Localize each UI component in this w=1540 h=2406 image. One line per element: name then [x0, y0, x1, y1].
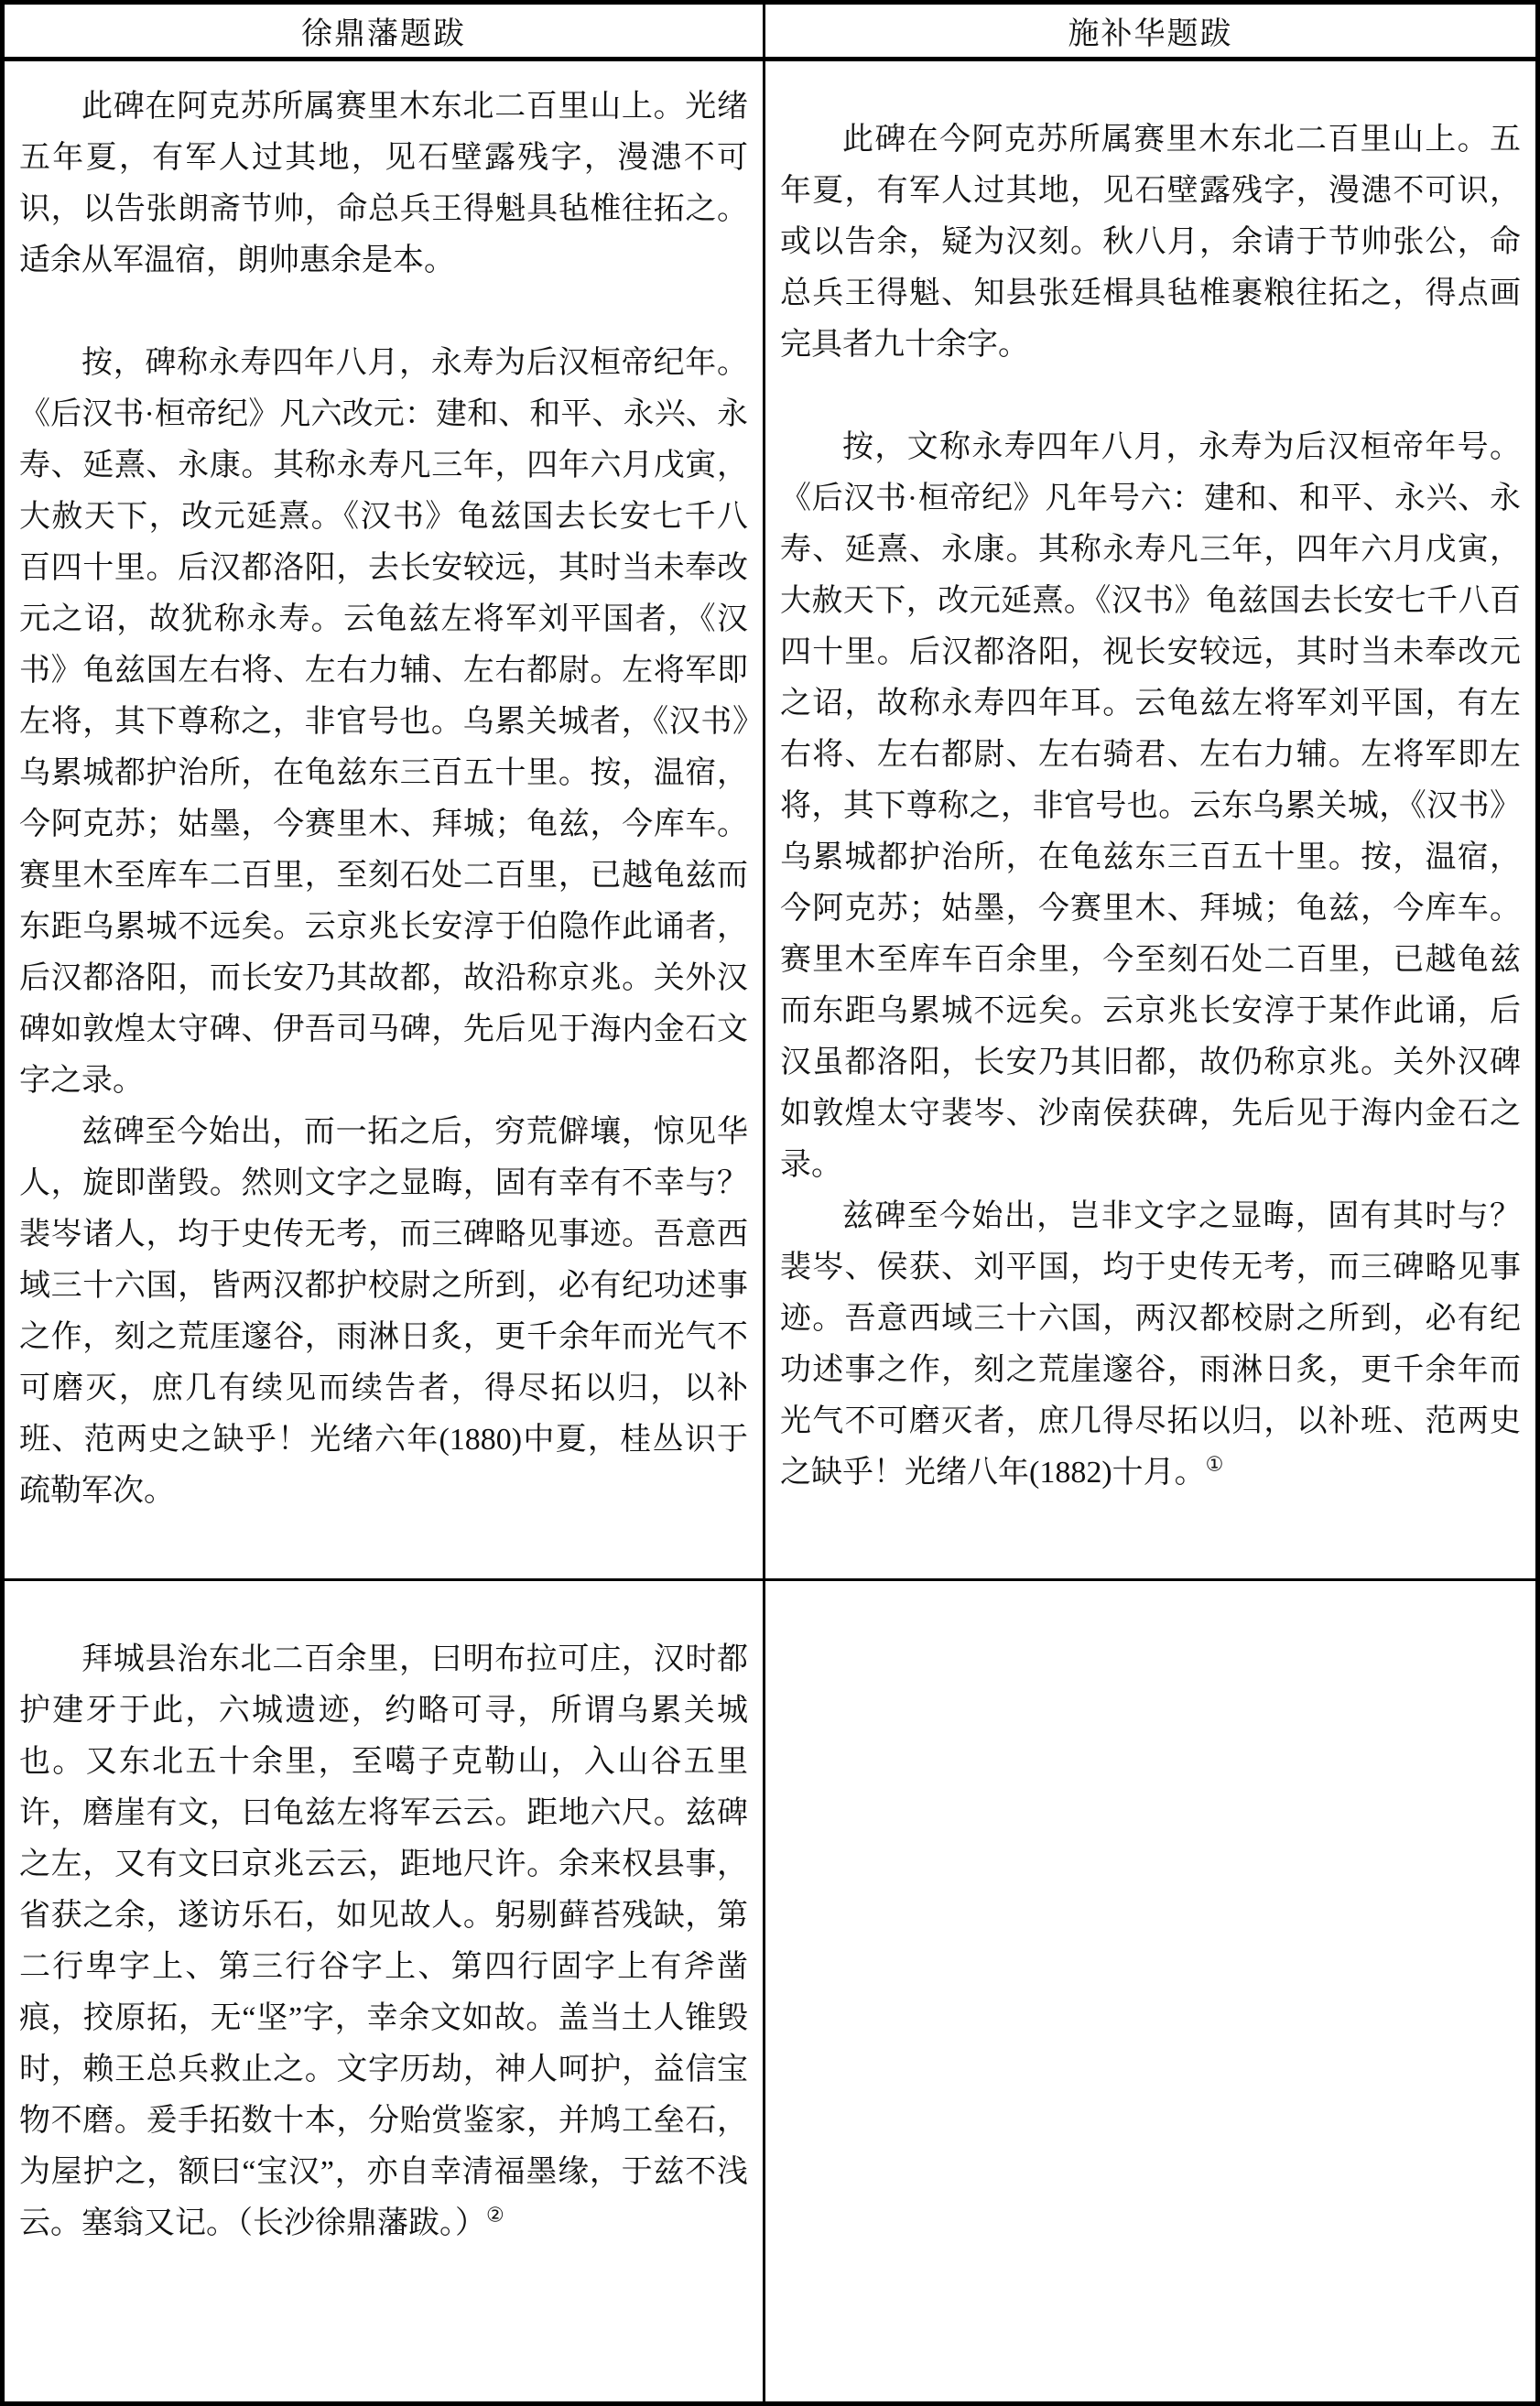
- paragraph: [19, 1634, 748, 2249]
- paragraph: 兹碑至今始出，而一拓之后，穷荒僻壤，惊见华人，旋即凿毁。然则文字之显晦，固有幸有不幸与？裴岑诸人，均于史传无考，而三碑略见事迹。吾意西域三十六国，皆两汉都护校尉之所到，必有纪功述事之作，刻之荒厓邃谷，雨淋日炙，更千余年而光气不可磨灭，庶几有续见而续告者，得尽拓以归，以补班、范两史之缺乎！光绪六年(1880)中夏，桂丛识于疏勒军次。: [19, 1115, 748, 1508]
- header-cell-shi: [763, 5, 1535, 61]
- paragraph: 此碑在阿克苏所属赛里木东北二百里山上。光绪五年夏，有军人过其地，见石壁露残字，漫漶不可识，以告张朗斋节帅，命总兵王得魁具毡椎往拓之。适余从军温宿，朗帅惠余是本。: [19, 90, 748, 277]
- cell-shi-colophon: [763, 61, 1535, 1581]
- cell-xu-colophon: [5, 61, 763, 1581]
- footnote-marker-2: ②: [486, 2203, 504, 2227]
- paragraph-text: 兹碑至今始出，岂非文字之显晦，固有其时与？裴岑、侯获、刘平国，均于史传无考，而三碑略见事迹。吾意西域三十六国，两汉都校尉之所到，必有纪功述事之作，刻之荒崖邃谷，雨淋日炙，更千余年而光气不可磨灭者，庶几得尽拓以归，以补班、范两史之缺乎！光绪八年(1882)十月。: [780, 1199, 1521, 1490]
- paragraph: 按，文称永寿四年八月，永寿为后汉桓帝年号。《后汉书·桓帝纪》凡年号六：建和、和平、永兴、永寿、延熹、永康。其称永寿凡三年，四年六月戊寅，大赦天下，改元延熹。《汉书》龟兹国去长安七千八百四十里。后汉都洛阳，视长安较远，其时当未奉改元之诏，故称永寿四年耳。云龟兹左将军刘平国，有左右将、左右都尉、左右骑君、左右力辅。左将军即左将，其下尊称之，非官号也。云东乌累关城，《汉书》乌累城都护治所，在龟兹东三百五十里。按，温宿，今阿克苏；姑墨，今赛里木、拜城；龟兹，今库车。赛里木至库车百余里，今至刻石处二百里，已越龟兹而东距乌累城不远矣。云京兆长安淳于某作此诵，后汉虽都洛阳，长安乃其旧都，故仍称京兆。关外汉碑如敦煌太守裴岑、沙南侯获碑，先后见于海内金石之录。: [780, 430, 1521, 1182]
- cell-empty: [763, 1581, 1535, 2401]
- header-cell-xu: [5, 5, 763, 61]
- cell-xu-addendum: [5, 1581, 763, 2401]
- header-label-xu: 徐鼎藩题跋: [301, 17, 466, 51]
- header-label-shi: 施补华题跋: [1068, 17, 1233, 51]
- paragraph: [780, 1191, 1521, 1499]
- paragraph-text: 拜城县治东北二百余里，曰明布拉可庄，汉时都护建牙于此，六城遗迹，约略可寻，所谓乌累关城也。又东北五十余里，至噶子克勒山，入山谷五里许，磨崖有文，曰龟兹左将军云云。距地六尺。兹碑之左，又有文曰京兆云云，距地尺许。余来权县事，省获之余，遂访乐石，如见故人。躬剔藓苔残缺，第二行卑字上、第三行谷字上、第四行固字上有斧凿痕，挍原拓，无“坚”字，幸余文如故。盖当土人锥毁时，赖王总兵救止之。文字历劫，神人呵护，益信宝物不磨。爰手拓数十本，分贻赏鉴家，并鸠工垒石，为屋护之，额曰“宝汉”，亦自幸清福墨缘，于兹不浅云。塞翁又记。（长沙徐鼎藩跋。）: [19, 1642, 748, 2240]
- footnote-marker-1: ①: [1205, 1452, 1224, 1476]
- paragraph: 此碑在今阿克苏所属赛里木东北二百里山上。五年夏，有军人过其地，见石壁露残字，漫漶不可识，或以告余，疑为汉刻。秋八月，余请于节帅张公，命总兵王得魁、知县张廷楫具毡椎裹粮往拓之，得点画完具者九十余字。: [780, 123, 1521, 362]
- paragraph: 按，碑称永寿四年八月，永寿为后汉桓帝纪年。《后汉书·桓帝纪》凡六改元：建和、和平、永兴、永寿、延熹、永康。其称永寿凡三年，四年六月戊寅，大赦天下，改元延熹。《汉书》龟兹国去长安七千八百四十里。后汉都洛阳，去长安较远，其时当未奉改元之诏，故犹称永寿。云龟兹左将军刘平国者，《汉书》龟兹国左右将、左右力辅、左右都尉。左将军即左将，其下尊称之，非官号也。乌累关城者，《汉书》乌累城都护治所，在龟兹东三百五十里。按，温宿，今阿克苏；姑墨，今赛里木、拜城；龟兹，今库车。赛里木至库车二百里，至刻石处二百里，已越龟兹而东距乌累城不远矣。云京兆长安淳于伯隐作此诵者，后汉都洛阳，而长安乃其故都，故沿称京兆。关外汉碑如敦煌太守碑、伊吾司马碑，先后见于海内金石文字之录。: [19, 346, 748, 1098]
